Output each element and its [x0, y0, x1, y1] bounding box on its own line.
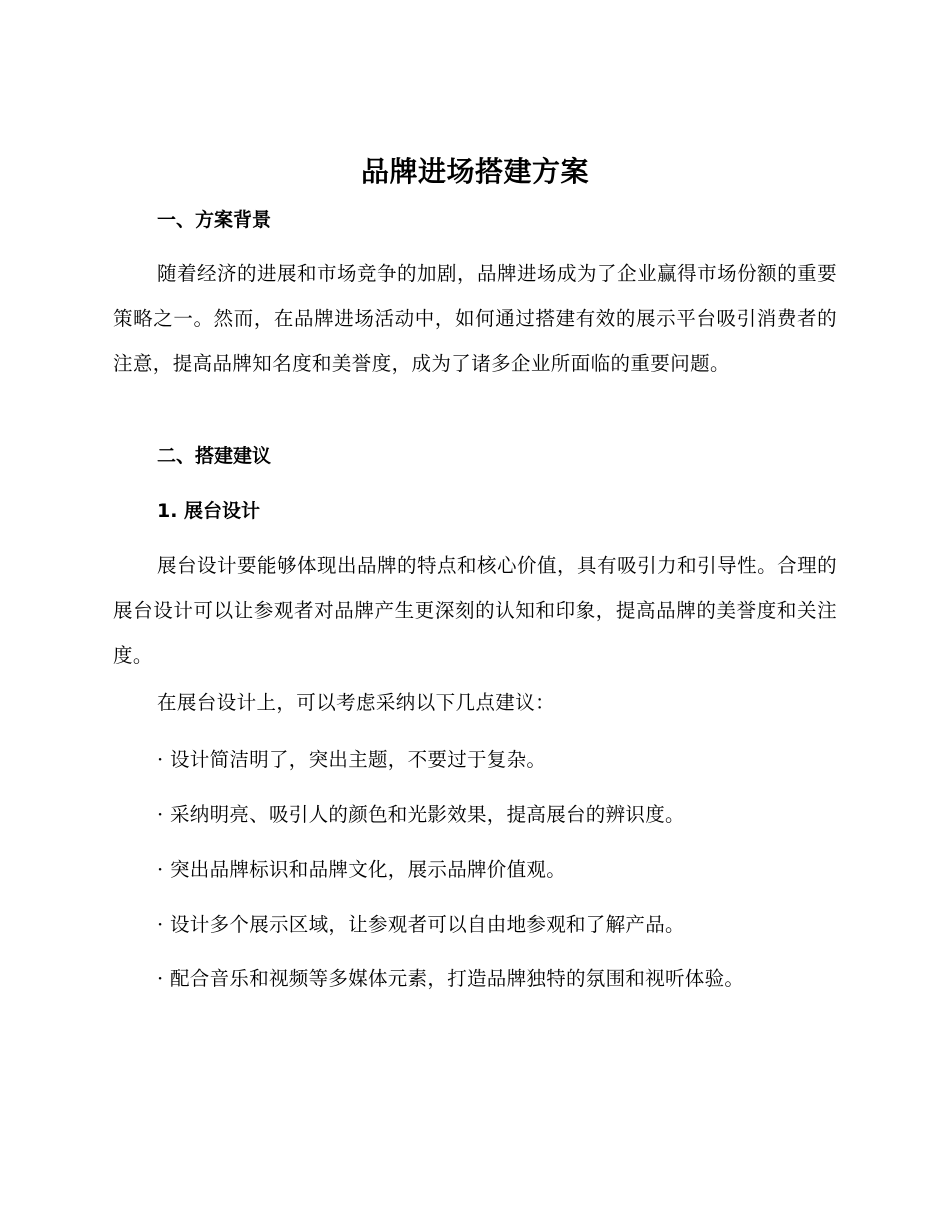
- bullet-item: · 配合音乐和视频等多媒体元素，打造品牌独特的氛围和视听体验。: [157, 967, 745, 990]
- subheading-booth-design: 1. 展台设计: [157, 500, 261, 522]
- document-title: 品牌进场搭建方案: [360, 155, 589, 188]
- bullet-item: · 设计多个展示区域，让参观者可以自由地参观和了解产品。: [157, 913, 685, 936]
- suggestions-intro-paragraph: 在展台设计上，可以考虑采纳以下几点建议：: [157, 691, 556, 714]
- section-heading-suggestions: 二、搭建建议: [157, 445, 272, 467]
- background-paragraph: 随着经济的进展和市场竞争的加剧，品牌进场成为了企业赢得市场份额的重要策略之一。然而，在品牌进场活动中，如何通过搭建有效的展示平台吸引消费者的注意，提高品牌知名度和美誉度，成为了诸多企业所面临的重要问题。: [113, 262, 837, 375]
- bullet-item: · 突出品牌标识和品牌文化，展示品牌价值观。: [157, 858, 566, 881]
- booth-design-paragraph: 展台设计要能够体现出品牌的特点和核心价值，具有吸引力和引导性。合理的展台设计可以让参观者对品牌产生更深刻的认知和印象，提高品牌的美誉度和关注度。: [113, 554, 837, 667]
- section-heading-background: 一、方案背景: [157, 209, 272, 231]
- bullet-item: · 设计简洁明了，突出主题，不要过于复杂。: [157, 748, 547, 771]
- bullet-item: · 采纳明亮、吸引人的颜色和光影效果，提高展台的辨识度。: [157, 803, 685, 826]
